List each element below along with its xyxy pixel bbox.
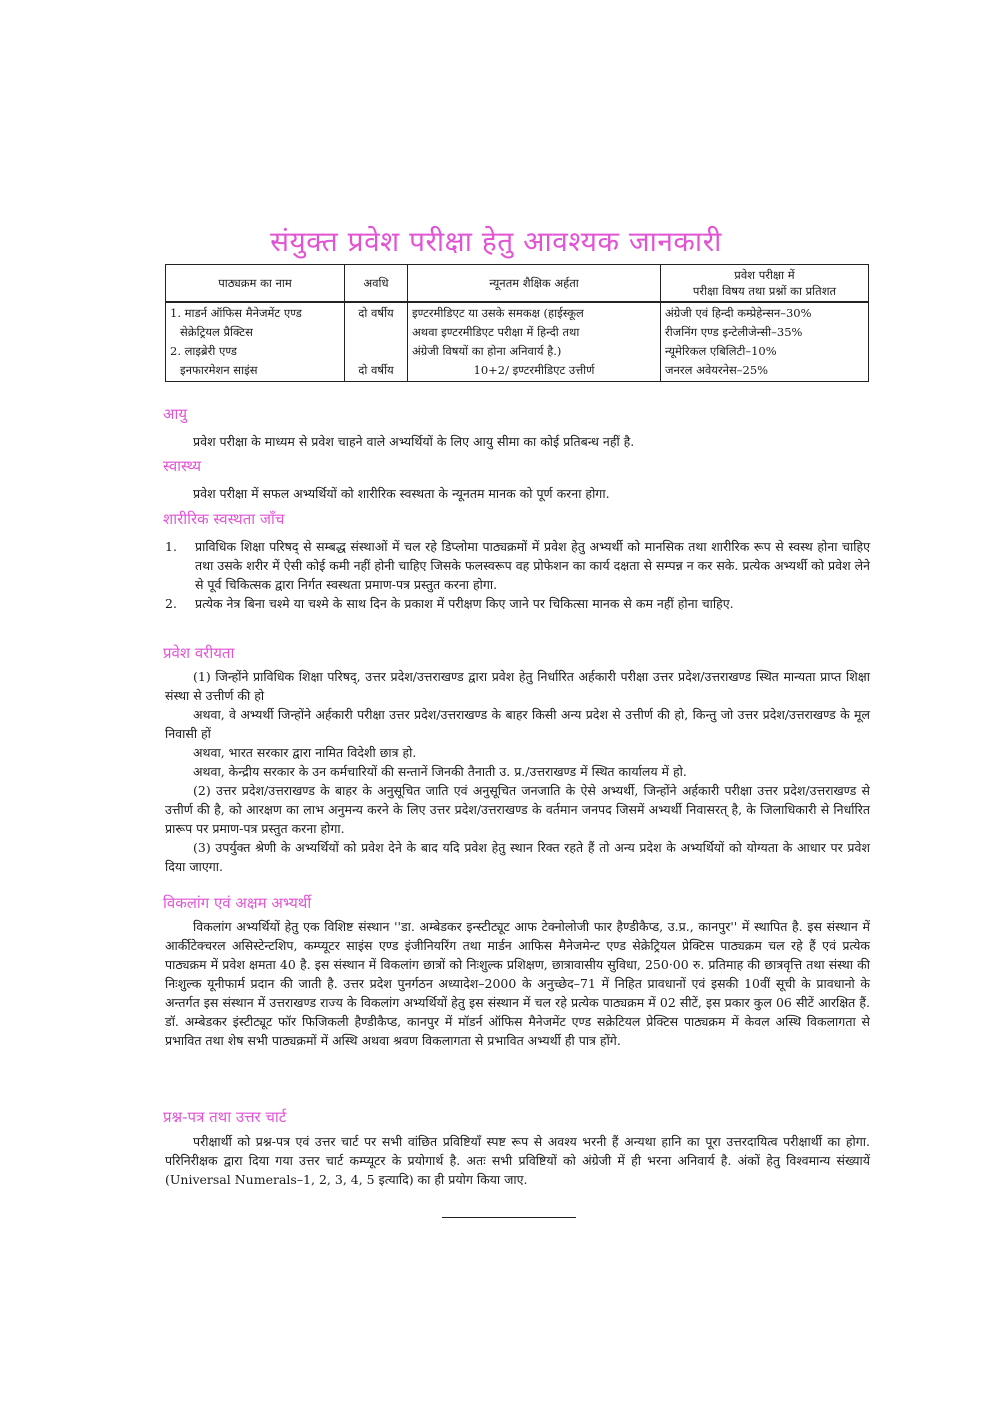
header-course-name: पाठ्यक्रम का नाम <box>166 265 345 303</box>
section-heading-disabled: विकलांग एवं अक्षम अभ्यर्थी <box>163 894 312 912</box>
priority-paragraph-3: अथवा, भारत सरकार द्वारा नामित विदेशी छात्र हो. <box>193 745 417 760</box>
duration-1: दो वर्षीय <box>358 306 394 320</box>
list-item-number: 2. <box>165 596 177 611</box>
answer-sheet-paragraph: परीक्षार्थी को प्रश्न-पत्र एवं उत्तर चार्ट पर सभी वांछित प्रविष्टियाँ स्पष्ट रूप से अवश्य भरनी हैं अन्यथा हानि का पूरा उत्तरदायित्व परीक्षार्थी का होगा. परिनिरीक्षक द्वारा दिया गया उत्तर चार्ट कम्प्यूटर के प्रयोगार्थ है. अतः सभी प्रविष्टियों को अंग्रेजी में ही भरना अनिवार्य है. अंकों हेतु विश्वमान्य संख्यायें (Universal Numerals–1, 2, 3, 4, 5 इत्यादि) का ही प्रयोग किया जाए. <box>165 1134 870 1187</box>
subject-general-awareness: जनरल अवेयरनेस–25% <box>665 363 769 377</box>
priority-paragraph-6: (3) उपर्युक्त श्रेणी के अभ्यर्थियों को प्रवेश देने के बाद यदि प्रवेश हेतु स्थान रिक्त रहते हैं तो अन्य प्रदेश के अभ्यर्थियों को योग्यता के आधार पर प्रवेश दिया जाएगा. <box>165 840 870 874</box>
duration-cell <box>345 302 408 382</box>
header-exam-subjects-line2: परीक्षा विषय तथा प्रश्नों का प्रतिशत <box>692 284 837 298</box>
header-exam-subjects <box>661 265 869 303</box>
qualification-line4: 10+2/ इण्टरमीडिएट उत्तीर्ण <box>473 363 595 377</box>
subject-english-hindi: अंग्रेजी एवं हिन्दी कम्प्रेहेन्सन–30% <box>665 306 812 320</box>
section-answer-sheet-text <box>165 1132 870 1189</box>
duration-2: दो वर्षीय <box>358 363 394 377</box>
course-info-table <box>165 264 869 382</box>
table-row <box>166 302 869 382</box>
header-duration: अवधि <box>345 265 408 303</box>
priority-paragraph-4: अथवा, केन्द्रीय सरकार के उन कर्मचारियों की सन्तानें जिनकी तैनाती उ. प्र./उत्तराखण्ड में स्थित कार्यालय में हो. <box>193 764 687 779</box>
fitness-list <box>165 537 870 613</box>
subject-numerical: न्यूमेरिकल एबिलिटी–10% <box>665 344 777 358</box>
course-1-line2: सेक्रेट्रियल प्रैक्टिस <box>180 325 253 339</box>
section-heading-fitness: शारीरिक स्वस्थता जाँच <box>163 510 285 528</box>
subject-reasoning: रीजनिंग एण्ड इन्टेलीजेन्सी–35% <box>665 325 803 339</box>
list-item-text: प्रत्येक नेत्र बिना चश्मे या चश्मे के साथ दिन के प्रकाश में परीक्षण किए जाने पर चिकित्सा मानक से कम नहीं होना चाहिए. <box>195 596 734 611</box>
header-qualification: न्यूनतम शैक्षिक अर्हता <box>408 265 661 303</box>
header-exam-subjects-line1: प्रवेश परीक्षा में <box>734 268 795 282</box>
qualification-line1: इण्टरमीडिएट या उसके समकक्ष (हाईस्कूल <box>412 306 584 320</box>
section-heading-answer-sheet: प्रश्न-पत्र तथा उत्तर चार्ट <box>163 1108 287 1126</box>
subjects-cell <box>661 302 869 382</box>
health-paragraph: प्रवेश परीक्षा में सफल अभ्यर्थियों को शारीरिक स्वस्थता के न्यूनतम मानक को पूर्ण करना होगा. <box>193 486 610 501</box>
priority-paragraph-1: (1) जिन्होंने प्राविधिक शिक्षा परिषद्, उत्तर प्रदेश/उत्तराखण्ड द्वारा प्रवेश हेतु निर्धारित अर्हकारी परीक्षा उत्तर प्रदेश/उत्तराखण्ड स्थित मान्यता प्राप्त शिक्षा संस्था से उत्तीर्ण की हो <box>165 669 870 703</box>
section-age-text <box>165 432 870 451</box>
list-item <box>165 594 870 613</box>
page-title: संयुक्त प्रवेश परीक्षा हेतु आवश्यक जानकारी <box>270 225 722 258</box>
table-header-row <box>166 265 869 303</box>
section-heading-health: स्वास्थ्य <box>163 457 202 475</box>
section-priority-text <box>165 667 870 876</box>
qualification-cell <box>408 302 661 382</box>
section-disabled-text <box>165 917 870 1050</box>
course-1-line1: 1. माडर्न ऑफिस मैनेजमेंट एण्ड <box>170 306 302 320</box>
priority-paragraph-2: अथवा, वे अभ्यर्थी जिन्होंने अर्हकारी परीक्षा उत्तर प्रदेश/उत्तराखण्ड के बाहर किसी अन्य प्रदेश से उत्तीर्ण की हो, किन्तु जो उत्तर प्रदेश/उत्तराखण्ड के मूल निवासी हों <box>165 707 870 741</box>
qualification-line3: अंग्रेजी विषयों का होना अनिवार्य है.) <box>412 344 562 358</box>
list-item-number: 1. <box>165 539 177 554</box>
priority-paragraph-5: (2) उत्तर प्रदेश/उत्तराखण्ड के बाहर के अनुसूचित जाति एवं अनुसूचित जनजाति के ऐसे अभ्यर्थी, जिन्होंने अर्हकारी परीक्षा उत्तर प्रदेश/उत्तराखण्ड से उत्तीर्ण की है, को आरक्षण का लाभ अनुमन्य करने के लिए उत्तर प्रदेश/उत्तराखण्ड के वर्तमान जनपद जिसमें अभ्यर्थी निवासरत् है, के जिलाधिकारी से निर्धारित प्रारूप पर प्रमाण-पत्र प्रस्तुत करना होगा. <box>165 783 870 836</box>
list-item-text: प्राविधिक शिक्षा परिषद् से सम्बद्ध संस्थाओं में चल रहे डिप्लोमा पाठ्यक्रमों में प्रवेश हेतु अभ्यर्थी को मानसिक तथा शारीरिक रूप से स्वस्थ होना चाहिए तथा उसके शरीर में ऐसी कोई कमी नहीं होनी चाहिए जिसके फलस्वरूप वह प्रोफेशन का कार्य दक्षता से सम्पन्न न कर सके. प्रत्येक अभ्यर्थी को प्रवेश लेने से पूर्व चिकित्सक द्वारा निर्गत स्वस्थता प्रमाण-पत्र प्रस्तुत करना होगा. <box>195 539 870 592</box>
age-paragraph: प्रवेश परीक्षा के माध्यम से प्रवेश चाहने वाले अभ्यर्थियों के लिए आयु सीमा का कोई प्रतिबन्ध नहीं है. <box>193 434 635 449</box>
list-item <box>165 537 870 594</box>
section-heading-priority: प्रवेश वरीयता <box>163 644 235 662</box>
course-2-line2: इनफारमेशन साइंस <box>180 363 258 377</box>
course-cell <box>166 302 345 382</box>
course-2-line1: 2. लाइब्रेरी एण्ड <box>170 344 237 358</box>
qualification-line2: अथवा इण्टरमीडिएट परीक्षा में हिन्दी तथा <box>412 325 580 339</box>
disabled-paragraph: विकलांग अभ्यर्थियों हेतु एक विशिष्ट संस्थान ''डा. अम्बेडकर इन्स्टीट्यूट आफ टेक्नोलोजी फार हैण्डीकैप्ड, उ.प्र., कानपुर'' में स्थापित है. इस संस्थान में आर्कीटेक्चरल असिस्टेन्टशिप, कम्प्यूटर साइंस एण्ड इंजीनियरिंग तथा मार्डन आफिस मैनेजमेन्ट एण्ड सेक्रेट्रियल प्रेक्टिस पाठ्यक्रम चल रहे हैं एवं प्रत्येक पाठ्यक्रम में प्रवेश क्षमता 40 है. इस संस्थान में विकलांग छात्रों को निःशुल्क प्रशिक्षण, छात्रावासीय सुविधा, 250·00 रु. प्रतिमाह की छात्रवृत्ति तथा संस्था की निःशुल्क यूनीफार्म प्रदान की जाती है. उत्तर प्रदेश पुनर्गठन अध्यादेश–2000 के अनुच्छेद–71 में निहित प्रावधानों एवं इसकी 10वीं सूची के प्रावधानो के अन्तर्गत इस संस्थान में उत्तराखण्ड राज्य के विकलांग अभ्यर्थियों हेतु इस संस्थान में चल रहे प्रत्येक पाठ्यक्रम में 02 सीटें, इस प्रकार कुल 06 सीटें आरक्षित हैं. डॉ. अम्बेडकर इंस्टीट्यूट फॉर फिजिकली हैण्डीकैप्ड, कानपुर में मॉडर्न ऑफिस मैनेजमेंट एण्ड सक्रेटियल प्रेक्टिस पाठ्यक्रम में केवल अस्थि विकलागता से प्रभावित तथा शेष सभी पाठ्यक्रमों में अस्थि अथवा श्रवण विकलागता से प्रभावित अभ्यर्थी ही पात्र होंगे. <box>165 919 870 1048</box>
section-heading-age: आयु <box>163 405 188 423</box>
end-divider <box>442 1217 576 1218</box>
section-health-text <box>165 484 870 503</box>
